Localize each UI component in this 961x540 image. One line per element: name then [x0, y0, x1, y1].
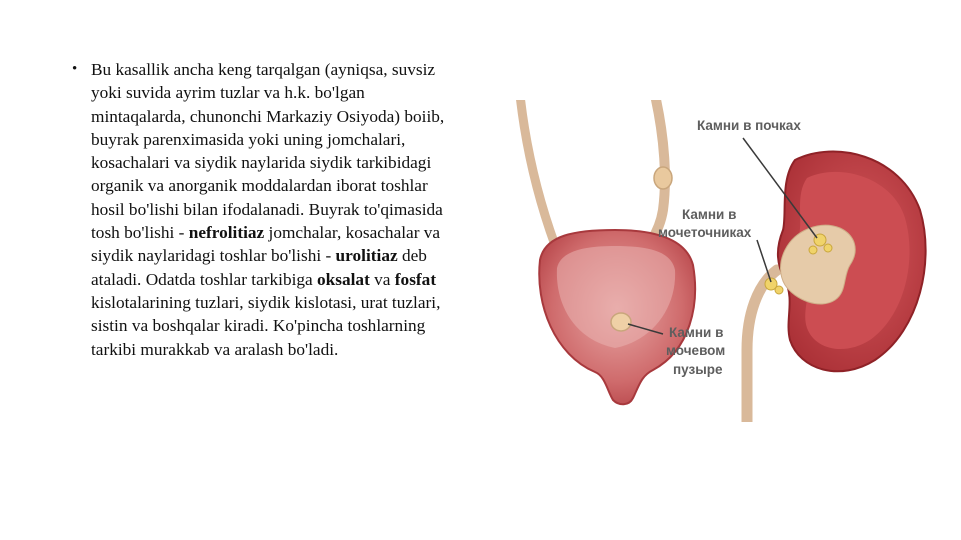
- illustration-svg: [495, 100, 931, 422]
- term-oksalat: oksalat: [317, 269, 370, 289]
- bullet-item: [72, 58, 452, 361]
- ureter-stone-upper: [654, 167, 672, 189]
- term-fosfat: fosfat: [394, 269, 437, 289]
- urinary-stones-illustration: [495, 100, 931, 422]
- bullet-mark: •: [72, 61, 78, 77]
- kidney-stone-3: [809, 246, 817, 254]
- text-segment: Bu kasallik ancha keng tarqalgan (ayniqsa, suvsiz yoki suvida ayrim tuzlar va h.k. bo'lgan mintaqalarda, chunonchi Markaziy Osiyoda) boiib, buyrak parenximasida yoki uning jomchalari, kosachalari va siydik naylarida siydik tarkibidagi organik va anorganik moddalardan iborat toshlar hosil bo'lishi bilan ifodalanadi. Buyrak to'qimasida tosh bo'lishi -: [91, 60, 445, 243]
- label-bladder-stones-line3: пузыре: [673, 362, 723, 377]
- label-ureter-stones-line2: мочеточниках: [658, 225, 752, 240]
- label-bladder-stones-line2: мочевом: [666, 343, 726, 358]
- text-segment: kislotalarining tuzlari, siydik kislotasi, urat tuzlari, sistin va boshqalar kiradi. Ko'pincha toshlarning tarkibi murakkab va aralash bo'ladi.: [91, 292, 441, 359]
- text-segment: deb ataladi. Odatda toshlar tarkibiga: [91, 246, 427, 289]
- kidney-ureter: [747, 270, 777, 422]
- ureter-stone-2: [775, 286, 783, 294]
- text-segment: jomchalar, kosachalar va siydik naylaridagi toshlar bo'lishi -: [91, 223, 441, 266]
- text-block: [72, 58, 452, 361]
- paragraph: [91, 58, 452, 361]
- bladder-stone: [611, 313, 631, 331]
- kidney-stone-2: [824, 244, 832, 252]
- term-nefrolitiaz: nefrolitiaz: [188, 223, 265, 243]
- label-kidney-stones: Камни в почках: [697, 118, 801, 133]
- label-ureter-stones-line1: Камни в: [682, 207, 737, 222]
- left-ureter: [520, 100, 555, 245]
- label-bladder-stones-line1: Камни в: [669, 325, 724, 340]
- text-segment: va: [369, 269, 395, 289]
- term-urolitiaz: urolitiaz: [335, 246, 398, 266]
